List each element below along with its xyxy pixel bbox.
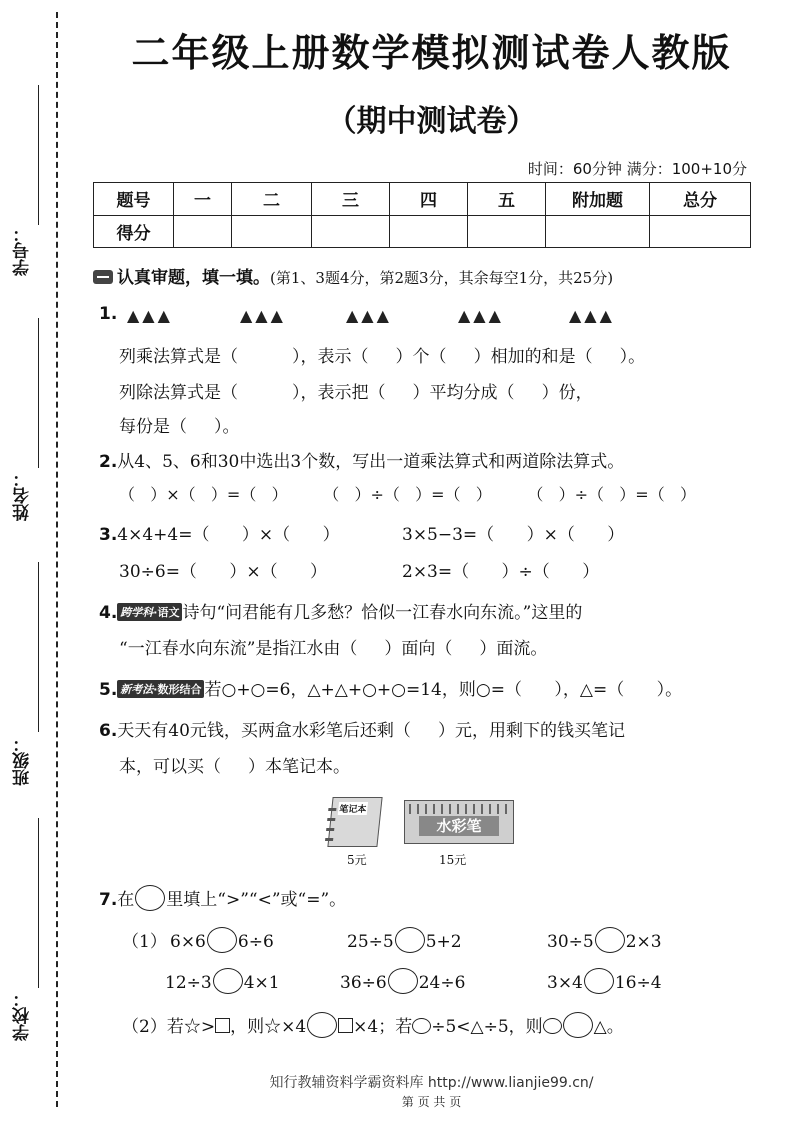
score-cell: 四	[390, 183, 468, 216]
compare-circle[interactable]	[207, 927, 237, 953]
compare-circle[interactable]	[395, 927, 425, 953]
q7-p1-label: （1）	[122, 932, 167, 952]
compare-circle[interactable]	[135, 885, 165, 911]
score-cell: 题号	[94, 183, 174, 216]
ring-icon	[328, 808, 336, 811]
name-line	[38, 318, 39, 468]
notebook-label: 笔记本	[338, 802, 368, 815]
student-id-label: 学号：	[13, 225, 33, 276]
q4-line2: “一江春水向东流”是指江水由（ ）面向（ ）面流。	[119, 639, 548, 659]
q7-compare-item: 6×6 6÷6	[170, 927, 274, 953]
q1-number: 1.	[99, 304, 118, 324]
score-table-score-row	[94, 215, 751, 248]
q7-part2: （2）若☆> ，则☆×4 ×4；若 ÷5<△÷5，则 △。	[122, 1012, 624, 1038]
paint-box-label: 水彩笔	[419, 816, 499, 836]
score-cell: 总分	[650, 183, 751, 216]
q3-b: 3×5−3=（ ）×（ ）	[402, 525, 625, 545]
page-subtitle: （期中测试卷）	[326, 104, 537, 139]
binding-dashed-line	[56, 12, 58, 1107]
score-input-cell[interactable]	[232, 215, 312, 248]
section-title: 认真审题，填一填。	[117, 268, 270, 288]
class-label: 班级：	[13, 735, 33, 786]
compare-circle[interactable]	[563, 1012, 593, 1038]
q7-compare-item: 36÷6 24÷6	[340, 968, 465, 994]
triangle-group-icon: ▲▲▲	[240, 306, 286, 325]
class-line	[38, 562, 39, 732]
compare-circle[interactable]	[595, 927, 625, 953]
footer-site: 知行教辅资料学霸资料库 http://www.lianjie99.cn/	[269, 1075, 594, 1091]
new-method-badge: 新考法·数形结合	[117, 680, 204, 698]
score-input-cell[interactable]	[174, 215, 232, 248]
section-number-icon	[93, 270, 113, 284]
triangle-group-icon: ▲▲▲	[346, 306, 392, 325]
q4-line1: 4. 跨学科·语文 诗句“问君能有几多愁？恰似一江春水向东流。”这里的	[99, 603, 583, 623]
heart-icon	[543, 1018, 562, 1034]
section-1-heading	[93, 263, 613, 288]
q2-blanks: （ ）×（ ）=（ ） （ ）÷（ ）=（ ） （ ）÷（ ）=（ ）	[119, 485, 696, 504]
q3-d: 2×3=（ ）÷（ ）	[402, 562, 600, 582]
cross-subject-badge: 跨学科·语文	[117, 603, 182, 621]
q7-compare-item: 25÷5 5+2	[347, 927, 462, 953]
score-cell: 二	[232, 183, 312, 216]
q7-compare-item: 30÷5 2×3	[547, 927, 662, 953]
q7-instruction: 7.在 里填上“>”“<”或“=”。	[99, 885, 346, 911]
paint-box-picture	[404, 800, 514, 844]
square-icon	[215, 1018, 230, 1033]
q3-a: 3.4×4+4=（ ）×（ ）	[99, 525, 340, 545]
compare-circle[interactable]	[584, 968, 614, 994]
school-label: 学校：	[13, 990, 33, 1041]
q1-line1: 列乘法算式是（ ），表示（ ）个（ ）相加的和是（ ）。	[119, 347, 646, 367]
footer-page-number: 第 页 共 页	[401, 1095, 462, 1109]
q6-line2: 本，可以买（ ）本笔记本。	[119, 757, 351, 777]
crayon-tips-icon	[409, 804, 509, 814]
q3-c: 30÷6=（ ）×（ ）	[119, 562, 328, 582]
compare-circle[interactable]	[307, 1012, 337, 1038]
student-id-line	[38, 85, 39, 225]
ring-icon	[325, 838, 333, 841]
q2-text: 2.从4、5、6和30中选出3个数，写出一道乘法算式和两道除法算式。	[99, 452, 625, 472]
name-label: 姓名：	[13, 470, 33, 521]
score-cell: 五	[468, 183, 546, 216]
score-cell: 三	[312, 183, 390, 216]
ring-icon	[327, 818, 335, 821]
score-input-cell[interactable]	[468, 215, 546, 248]
q1-line3: 每份是（ ）。	[119, 417, 240, 437]
square-icon	[338, 1018, 353, 1033]
score-input-cell[interactable]	[312, 215, 390, 248]
exam-meta: 时间：60分钟 满分：100+10分	[527, 160, 747, 178]
triangle-group-icon: ▲▲▲	[569, 306, 615, 325]
score-input-cell[interactable]	[546, 215, 650, 248]
notebook-picture	[327, 797, 382, 847]
score-cell: 附加题	[546, 183, 650, 216]
section-note: (第1、3题4分，第2题3分，其余每空1分，共25分)	[270, 269, 614, 287]
triangle-group-icon: ▲▲▲	[458, 306, 504, 325]
score-input-cell[interactable]	[650, 215, 751, 248]
paint-box-price: 15元	[439, 853, 467, 867]
heart-icon	[412, 1018, 431, 1034]
school-line	[38, 818, 39, 988]
notebook-price: 5元	[347, 853, 367, 867]
compare-circle[interactable]	[213, 968, 243, 994]
triangle-group-icon: ▲▲▲	[127, 306, 173, 325]
q7-compare-item: 3×4 16÷4	[547, 968, 662, 994]
page-title: 二年级上册数学模拟测试卷人教版	[131, 31, 732, 75]
score-cell: 得分	[94, 215, 174, 248]
score-input-cell[interactable]	[390, 215, 468, 248]
q7-compare-item: 12÷3 4×1	[165, 968, 280, 994]
score-cell: 一	[174, 183, 232, 216]
q1-line2: 列除法算式是（ ），表示把（ ）平均分成（ ）份，	[119, 383, 593, 403]
ring-icon	[326, 828, 334, 831]
score-table	[93, 182, 751, 248]
q5-text: 5. 新考法·数形结合 若○+○=6，△+△+○+○=14，则○=（ ），△=（ ）。	[99, 680, 683, 700]
score-table-header-row	[94, 183, 751, 216]
q6-line1: 6.天天有40元钱，买两盒水彩笔后还剩（ ）元，用剩下的钱买笔记	[99, 721, 625, 741]
compare-circle[interactable]	[388, 968, 418, 994]
